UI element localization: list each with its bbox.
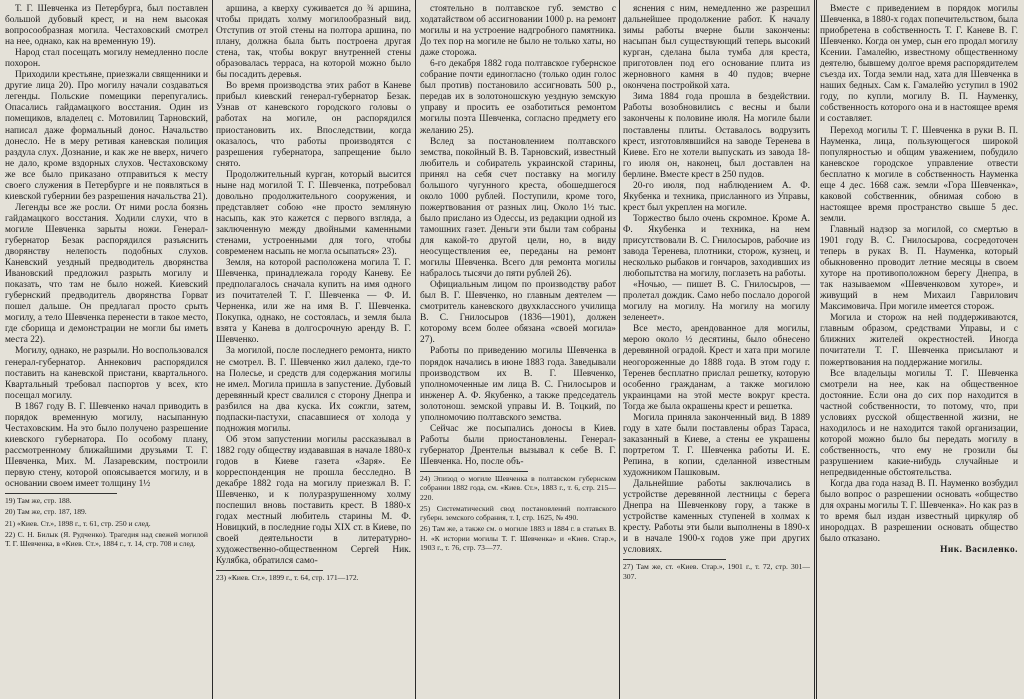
column-divider-double [814,0,817,699]
paragraph: Главный надзор за могилой, со смертью в 1901 году В. С. Гнилосырова, сосредоточен теперь в руках В. П. Науменка, который обыкновенно проводит летние месяцы в своем хуторе на противоположном берегу Днепра, в так называемом «Шевченковом хуторе», и живущий в нем Михаил Гаврилович Максимовича. При могиле имеется сторож. [820,224,1018,313]
paragraph: За могилой, после последнего ремонта, никто не смотрел. В. Г. Шевченко жил далеко, где-то на Полесье, и средств для содержания могилы не имел. Могила пришла в запустение. Дубовый деревянный крест свалился с сторону Днепра и разбился на два куска. Их сожгли, затем, подпаски-пастухи, спасавшиеся от холода у подножия могилы. [216,346,411,434]
paragraph: Вместе с приведением в порядок могилы Шевченка, в 1880-х годах попечительством, была приобретена в собственность Т. Г. Каневе В. Г. Шевченко. Когда он умер, сын его продал могилу Ксении. Гамалейю, известному общественному деятелю, бывшему долгое время распорядителем съезда их. Тогда земли над, хата для Шевченка в наших бедных. Сам к. Гамалейю уступил в 1902 году, по купли, могилу В. П. Науменку, собственность которого она и в настоящее время и составляет. [820,4,1018,125]
paragraph: Во время производства этих работ в Каневе прибыл киевский генерал-губернатор Безак. Узнав от каневского городского головы о работах на могиле, он распорядился приостановить их. Впоследствии, когда оказалось, что работы производятся с разрешения губернатора, запрещение было снято. [216,81,411,169]
footnote: 26) Там же, а также см. о могиле 1883 и 1884 г. в статьях В. Н. «К истории могилы Т. Г. Шевченка» и «Киев. Стар.», 1903 г., т. 76, стр. 73—77. [420,524,616,553]
paragraph: Работы по приведению могилы Шевченка в порядок начались в июне 1883 года. Заведывали производством их В. Г. Шевченко, уполномоченные им лица В. С. Гнилосыров и инженер А. Ф. Якубенко, а также председатель золотонош. земской управы И. В. Тоцкий, по уполномочию полтавского земства. [420,346,616,423]
column-4 [623,4,810,694]
paragraph: Могила приняла законченный вид. В 1889 году в хате были поставлены образ Тараса, заказанный в Киеве, а стены ее украшены портретом Т. Г. Шевченка работы И. Е. Репина, в копии, сделанной известным художником Пашковым. [623,412,810,478]
paragraph: Легенды все же росли. От ними росла боязнь гайдамацкого восстания. Ходили слухи, что в могиле Шевченка зарыты ножи. Генерал-губернатор Безак распорядился разъяснить дворянству нелепость подобных слухов. Каневский уездный предводитель дворянства Ивановский предложил разрыть могилу и показать, что там не было ножей. Киевский губернский предводитель дворянства Горват пошел дальше. Он предлагал просто срыть могилу, а тело Шевченка перенести в такое место, где сборища и демонстрации не могли бы иметь места 22). [5,202,208,346]
paragraph: Об этом запустении могилы рассказывал в 1882 году обществу издававшая в начале 1880-х годов в Киеве газета «Заря». Ее корреспонденция не прошла бесследно. В декабре 1882 года на могилу приезжал В. Г. Шевченко, и к полуразрушенному холму поспешил вновь поставить крест. В 1880-х годах местный любитель старины М. Ф. Новицкий, в последние годы XIX ст. в Киеве, по своей деятельности в литературно-художественно-общественном Сергей Ник. Кулябка, обратился само- [216,434,411,567]
footnote: 24) Эпизод о могиле Шевченка в полтавском губернском собрании 1882 года, см. «Киев. Ст.», 1883 г., т. 6, стр. 215—220. [420,473,616,502]
footnote: 20) Там же, стр. 187, 189. [5,507,87,517]
column-5 [820,4,1018,694]
paragraph: Могилу, однако, не разрыли. Но воспользовался генерал-губернатор. Аннекович распорядился поставить на каневской пристани, квартального. Квартальный требовал паспортов у всех, кто посещал могилу. [5,346,208,401]
paragraph: Вслед за постановлением полтавского земства, покойный В. В. Тарновский, известный любитель и собиратель украинской старины, принял на себя счет поставку на могилу большого чугунного креста, обошедшегося около 1000 рублей. Поступили, кроме того, пожертвования от разных лиц. Около 1½ тыс. было прислано из Одессы, из редакции одной из тамошних газет. Деньги эти были там собраны для какой-то другой цели, но, в виду неосуществления ее, переданы на ремонт могилы Шевченка. Всего для ремонта могилы набралось тысячи до пяти рублей 26). [420,136,616,280]
footnote: 22) С. Н. Билык (Я. Рудченко). Трагедия над свежей могилой Т. Г. Шевченка, в «Киев. Ст.», 1884 г., т. 14, стр. 708 и след. [5,529,208,549]
paragraph: 20-го июля, под наблюдением А. Ф. Якубенка и техника, присланного из Управы, крест был укреплен на могиле. [623,180,810,213]
footnote: 19) Там же, стр. 188. [5,496,72,506]
column-divider [619,0,620,699]
paragraph: Все владельцы могилы Т. Г. Шевченка смотрели на нее, как на общественное достояние. Если она до сих пор находится в частной собственности, то потому, что, при условиях русской общественной жизни, не находилось и не находится такой организации, которой можно было бы передать могилу в собственность, что ему не грозили бы разрушением какие-нибудь случайные и непредвиденные обстоятельства. [820,368,1018,478]
paragraph: Когда два года назад В. П. Науменко возбудил было вопрос о разрешении основать «общество для охраны могилы Т. Г. Шевченка». Но как раз в то время был издан известный циркуляр об инородцах. В разрешении основать общество было отказано. [820,479,1018,545]
paragraph: Приходили крестьяне, приезжали священники и другие лица 20). Про могилу начали создаваться легенды. Польские помещики перепугались. Опасались гайдамацкого восстания. Один из помещиков, владелец с. Мотовилиц Тарновский, написал даже формальный донос. Начальство донесло. Не в меру ретивая каневская полиция раздула слух. Дознание, и как же не вверх, ничего не дало, кроме вздорных слухов. Честаховскому же все было приказано отправиться к месту своего служения в Петербурге и не появляться в киевской губернии без разрешения начальства 21). [5,70,208,202]
column-1 [5,4,208,694]
column-2 [216,4,411,694]
footnote: 21) «Киев. Ст.», 1898 г., т. 61, стр. 250 и след. [5,518,151,528]
paragraph: Официальным лицом по производству работ был В. Г. Шевченко, но главным деятелем — смотритель каневского двухклассного училища В. С. Гнилосыров (1836—1901), должен которому всем более обязана «своей могила» 27). [420,280,616,346]
footnote-rule [420,471,528,472]
footnote-rule [623,559,726,560]
footnote: 25) Систематический свод постановлений полтавского губерн. земского собрания, т. I, стр. 1625, № 490. [420,503,616,523]
paragraph: В 1867 году В. Г. Шевченко начал приводить в порядок временную могилу, насыпанную Честаховским. На это было получено разрешение киевского губернатора. По особому плану, рассмотренному ближайшими друзьями Т. Г. Шевченка, Мих. М. Лазаревским, построили первую стену, которой опоясывается могилу, и в основании своем имеет толщину 1½ [5,401,208,490]
paragraph: стоятельно в полтавское губ. земство с ходатайством об ассигновании 1000 р. на ремонт могилы и на устроение надгробного памятника. До тех пор на могиле не было не только хаты, но даже сторожа. [420,4,616,59]
paragraph: Продолжительный курган, который высится ныне над могилой Т. Г. Шевченка, потребовал довольно продолжительного сооружения, и представляет собою «не просто земляную насыпь, как это кажется с первого взгляда, а заключенную между двойными каменными стенами, устроенными для того, чтобы современем насыпь не могла осыпаться» 23). [216,169,411,258]
paragraph: аршина, а кверху суживается до ¾ аршина, чтобы придать холму могилообразный вид. Отступив от этой стены на полтора аршина, по плану, должна была быть построена другая стена, так, чтобы вокруг внутренней стены образовалась терраса, на которой можно было бы посадить деревья. [216,4,411,81]
footnote-rule [216,570,323,571]
paragraph: «Ночью, — пишет В. С. Гнилосыров, — пролетал дождик. Само небо послало дорогой могилу на могилу. На могилу на могилу зеленеет». [623,280,810,324]
column-divider [212,0,213,699]
author-signature: Ник. Василенко. [940,545,1018,556]
paragraph: Переход могилы Т. Г. Шевченка в руки В. П. Науменка, лица, пользующегося широкой популярностью и общим уважением, побудило каневское городское управление отвести бесплатно к могиле в собственность Науменка еще 4 дес. 1668 саж. земли «Гора Шевченка», каковой собственник, обнимая собою в настоящее время пространство свыше 5 дес. земли. [820,125,1018,224]
column-3 [420,4,616,694]
footnote: 27) Там же, ст. «Киев. Стар.», 1901 г., т. 72, стр. 301—307. [623,562,810,581]
paragraph: Зима 1884 года прошла в бездействии. Работы возобновились с весны и были закончены к половине июля. На могиле были поставлены плиты. Оставалось водрузить крест, изготовлявшийся на заводе Теренева в Киеве. Его не хотели выпускать из завода 18-го июля он, наконец, был доставлен на берлине. Вместе крест в 250 пудов. [623,92,810,180]
footnote-rule [5,493,117,494]
paragraph: Дальнейшие работы заключались в устройстве деревянной лестницы с берега Днепра на Шевченкову гору, а также в устройстве каменных ступеней в холмах к кресту. Работы эти были выполнены в 1890-х и в начале 1900-х годов уже при других условиях. [623,479,810,556]
paragraph: 6-го декабря 1882 года полтавское губернское собрание почти единогласно (только один голос был против) постановило ассигновать 500 р., передав их в золотоношскую уездную земскую управу и просить ее озаботиться ремонтом могилы поэта Шевченка, согласно предмету его желанию 25). [420,59,616,136]
footnote: 23) «Киев. Ст.», 1899 г., т. 64, стр. 171—172. [216,573,359,583]
paragraph: Народ стал посещать могилу немедленно после похорон. [5,48,208,70]
paragraph: яснения с ним, немедленно же разрешил дальнейшее продолжение работ. К началу зимы работы вчерне были закончены: насыпан был существующий теперь высокий курган, сделана была тумба для креста, приготовлен под его основание плита из жерновного камня в 40 пудов; вчерне окончена постройкой хата. [623,4,810,92]
paragraph: Все место, арендованное для могилы, мерою около ½ десятины, было обнесено деревянной оградой. Крест и хата при могиле неогороженные до 1888 года. В этом году г. Теренев бесплатно прислал решетку, которую особенно гражданам, а также могилою украинцами на этой месте вокруг креста. Тогда же была окрашены крест и решетка. [623,324,810,412]
paragraph: Могила и сторож на ней поддерживаются, главным образом, средствами Управы, и с ближних жителей окрестностей. Иногда почитатели Т. Г. Шевченка присылают и пожертвования на поддержание могилы. [820,313,1018,368]
paragraph: Земля, на которой расположена могила Т. Г. Шевченка, принадлежала городу Каневу. Ее предполагалось сначала купить на имя одного из почитателей Т. Г. Шевченка — Ф. И. Черненка, или же на имя В. Г. Шевченка. Покупка, однако, не состоялась, и земля была взята у Канева в долгосрочную аренду В. Г. Шевченко. [216,258,411,346]
column-divider [415,0,416,699]
paragraph: Т. Г. Шевченка из Петербурга, был поставлен большой дубовый крест, и на нем высокая вопросообразная могила. Честаховский смотрел на нее, однако, как на временную 19). [5,4,208,48]
paragraph: Торжество было очень скромное. Кроме А. Ф. Якубенка и техника, на нем присутствовали В. С. Гнилосыров, рабочие из завода Теренева, плотники, сторож, кузнец, и несколько рыбаков и гончаров, заходивших из любопытства на могилу, поглазеть на работы. [623,213,810,280]
paragraph: Сейчас же посыпались доносы в Киев. Работы были приостановлены. Генерал-губернатор Дрентельн вызывал к себе В. Г. Шевченка. Но, после объ- [420,423,616,467]
